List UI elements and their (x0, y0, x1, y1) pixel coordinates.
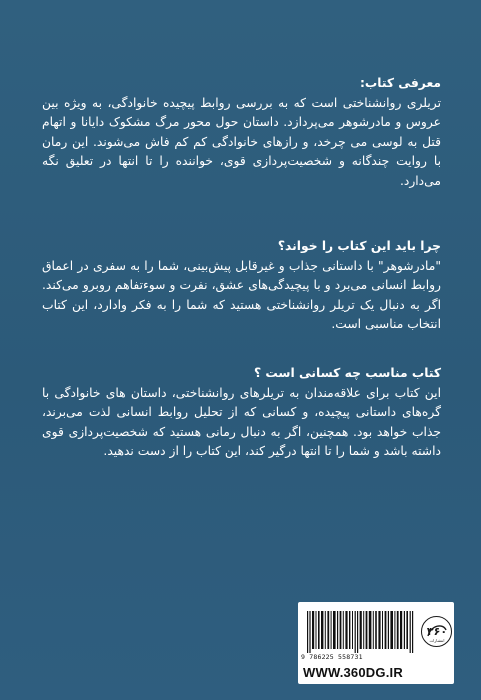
intro-text: تریلری روانشناختی است که به بررسی روابط پیچیده خانوادگی، به ویژه بین عروس و مادرشوهر می‌پردازد. داستان حول محور مرگ مشکوک دایانا و اتهام قتل به لوسی می چرخد، و رازهای خانوادگی کم کم فاش می‌شوند. این رمان با روایت چندگانه و شخصیت‌پردازی قوی، خواننده را تا انتها در تعلیق نگه می‌دارد. (42, 95, 441, 188)
barcode-number: 9 786225 558731 (301, 653, 363, 661)
publisher-logo-icon (421, 616, 452, 647)
logo-text: انتشارات (429, 638, 445, 643)
barcode-icon (305, 611, 416, 653)
audience-text: این کتاب برای علاقه‌مندان به تریلرهای روانشناختی، داستان های خانوادگی با گره‌های داستانی پیچیده، و کسانی که از تحلیل روابط انسانی لذت می‌برند، جذاب خواهد بود. همچنین، اگر به دنبال رمانی هستید که شخصیت‌پردازی قوی داشته باشد و شما را تا انتها درگیر کند، این کتاب را از دست ندهید. (42, 385, 441, 459)
logo-digits: ۳۶۰ (426, 625, 448, 638)
publisher-website: WWW.360DG.IR (303, 665, 403, 680)
why-read-text: "مادرشوهر" با داستانی جذاب و غیرقابل پیش‌بینی، شما را به سفری در اعماق روابط انسانی می‌برد و با پیچیدگی‌های عشق، نفرت و سوءتفاهم روبرو می‌کند. اگر به دنبال یک تریلر روانشناختی هستید که شما را به فکر وادارد، این کتاب انتخاب مناسبی است. (42, 258, 441, 332)
intro-heading: معرفی کتاب: (359, 76, 441, 90)
intro-section (42, 74, 441, 192)
barcode-panel (298, 602, 454, 684)
why-read-section (42, 237, 441, 335)
audience-section (42, 364, 441, 462)
audience-heading: کتاب مناسب چه کسانی است ؟ (253, 366, 441, 380)
why-read-heading: چرا باید این کتاب را خواند؟ (277, 239, 441, 253)
